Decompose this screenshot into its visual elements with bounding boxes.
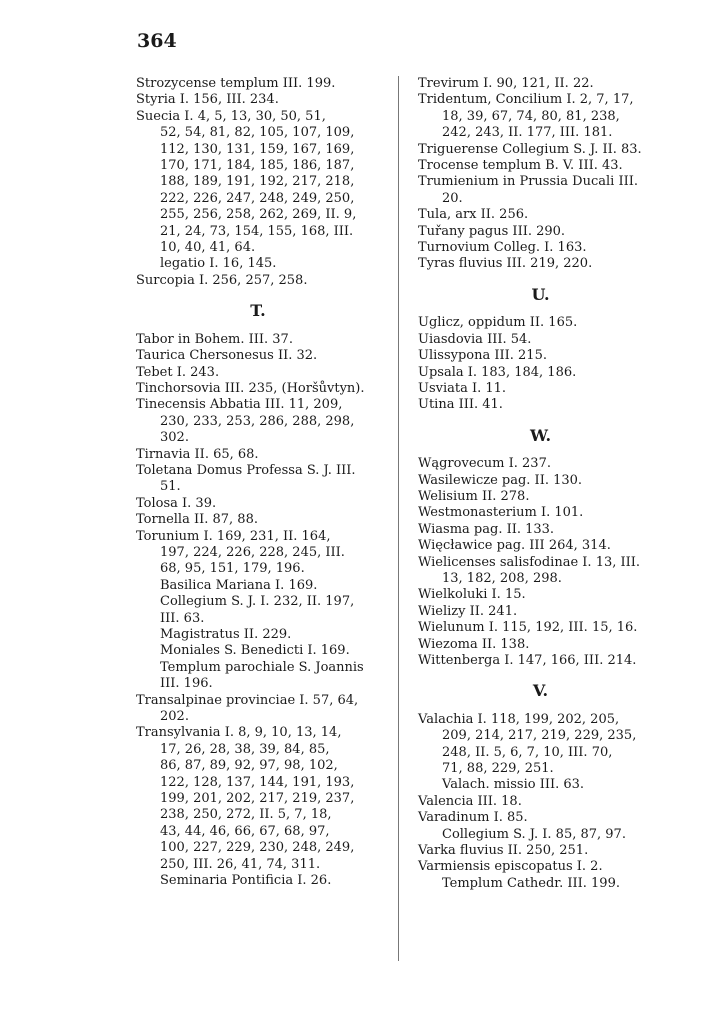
index-entry-line: 197, 224, 226, 228, 245, III. — [160, 544, 345, 560]
entries-s — [136, 76, 380, 289]
index-entry — [418, 712, 663, 778]
index-entry-line: Usviata I. 11. — [418, 380, 507, 396]
index-entry-line: Collegium S. J. I. 232, II. 197, — [160, 594, 355, 610]
index-entry-line: 248, II. 5, 6, 7, 10, III. 70, — [442, 744, 613, 760]
index-entry — [418, 538, 663, 554]
index-entry-line: 51. — [160, 479, 181, 495]
index-entry-line: Valach. missio III. 63. — [442, 777, 585, 793]
index-entry-line: 242, 243, II. 177, III. 181. — [442, 125, 613, 141]
index-entry — [418, 381, 663, 397]
index-entry-line: 122, 128, 137, 144, 191, 193, — [160, 774, 355, 790]
index-entry — [418, 365, 663, 381]
index-entry-line: 68, 95, 151, 179, 196. — [160, 561, 305, 577]
index-entry-line: Trocense templum B. V. III. 43. — [418, 158, 623, 174]
index-entry-line: 255, 256, 258, 262, 269, II. 9, — [160, 207, 357, 223]
index-entry — [136, 512, 380, 528]
index-entry — [418, 315, 663, 331]
index-entry-line: 199, 201, 202, 217, 219, 237, — [160, 791, 355, 807]
index-entry-line: Welisium II. 278. — [418, 488, 530, 504]
index-entry — [136, 397, 380, 446]
index-entry — [418, 637, 663, 653]
index-entry — [418, 587, 663, 603]
index-entry — [418, 555, 663, 588]
entries-w — [418, 456, 663, 669]
index-subentry — [418, 876, 663, 892]
index-entry-line: 230, 233, 253, 286, 288, 298, — [160, 413, 355, 429]
index-entry-line: 209, 214, 217, 219, 229, 235, — [442, 728, 637, 744]
index-entry-line: Varka fluvius II. 250, 251. — [418, 843, 589, 859]
index-entry — [418, 142, 663, 158]
index-entry — [136, 273, 380, 289]
index-entry-line: 170, 171, 184, 185, 186, 187, — [160, 158, 355, 174]
index-entry — [418, 489, 663, 505]
index-entry-line: Tula, arx II. 256. — [418, 207, 529, 223]
index-entry-line: Transalpinae provinciae I. 57, 64, — [136, 692, 359, 708]
index-entry-line: 13, 182, 208, 298. — [442, 570, 562, 586]
index-entry-line: III. 196. — [160, 676, 213, 692]
index-entry-line: Wągrovecum I. 237. — [418, 456, 551, 472]
index-entry-line: 100, 227, 229, 230, 248, 249, — [160, 840, 355, 856]
index-subentry — [136, 256, 380, 272]
index-entry-line: 250, III. 26, 41, 74, 311. — [160, 856, 321, 872]
index-column-right — [418, 76, 663, 892]
index-entry-line: Trevirum I. 90, 121, II. 22. — [418, 76, 594, 91]
entries-u — [418, 315, 663, 413]
index-entry-line: 112, 130, 131, 159, 167, 169, — [160, 141, 355, 157]
index-subentry — [136, 660, 380, 693]
column-divider — [398, 76, 399, 961]
index-entry-line: Upsala I. 183, 184, 186. — [418, 364, 577, 380]
entries-t-continued — [418, 76, 663, 273]
index-entry-line: Varadinum I. 85. — [418, 810, 528, 826]
index-entry — [418, 653, 663, 669]
index-entry — [418, 522, 663, 538]
index-entry — [418, 332, 663, 348]
index-entry-line: 202. — [160, 709, 189, 725]
index-subentry — [136, 873, 380, 889]
index-entry — [418, 794, 663, 810]
index-entry-line: Trumienium in Prussia Ducali III. — [418, 174, 638, 190]
index-entry-line: Tinchorsovia III. 235, (Horšůvtyn). — [136, 380, 365, 396]
index-entry-line: Surcopia I. 256, 257, 258. — [136, 272, 308, 288]
index-entry-line: Tinecensis Abbatia III. 11, 209, — [136, 397, 343, 413]
index-entry-line: Turnovium Colleg. I. 163. — [418, 240, 587, 256]
section-heading-w: W. — [529, 425, 552, 445]
index-entry — [136, 109, 380, 257]
index-subentry — [136, 643, 380, 659]
index-entry — [418, 207, 663, 223]
index-entry-line: Uiasdovia III. 54. — [418, 331, 532, 347]
index-entry-line: III. 63. — [160, 610, 205, 626]
index-entry-line: 302. — [160, 430, 189, 446]
index-entry-line: Wielizy II. 241. — [418, 603, 518, 619]
index-entry — [418, 174, 663, 207]
index-entry-line: Tridentum, Concilium I. 2, 7, 17, — [418, 92, 634, 108]
entries-v — [418, 712, 663, 892]
index-entry — [418, 397, 663, 413]
index-entry — [418, 224, 663, 240]
index-entry-line: 71, 88, 229, 251. — [442, 761, 554, 777]
index-subentry — [418, 777, 663, 793]
index-entry — [136, 332, 380, 348]
index-entry-line: Varmiensis episcopatus I. 2. — [418, 859, 603, 875]
index-entry-line: Wasilewicze pag. II. 130. — [418, 472, 583, 488]
index-entry — [418, 92, 663, 141]
index-entry — [136, 529, 380, 578]
index-entry-line: Wielicenses salisfodinae I. 13, III. — [418, 554, 641, 570]
index-entry-line: 43, 44, 46, 66, 67, 68, 97, — [160, 823, 330, 839]
index-entry-line: 222, 226, 247, 248, 249, 250, — [160, 190, 355, 206]
index-entry — [136, 365, 380, 381]
index-entry-line: Tebet I. 243. — [136, 364, 220, 380]
page-number: 364 — [137, 30, 177, 52]
index-entry-line: 52, 54, 81, 82, 105, 107, 109, — [160, 125, 355, 141]
index-entry — [418, 158, 663, 174]
index-entry — [136, 693, 380, 726]
entries-t — [136, 332, 380, 890]
index-entry-line: Transylvania I. 8, 9, 10, 13, 14, — [136, 725, 342, 741]
index-entry-line: Więcławice pag. III 264, 314. — [418, 538, 611, 554]
section-heading-v: V. — [532, 681, 549, 701]
index-entry-line: legatio I. 16, 145. — [160, 256, 277, 272]
index-entry-line: 20. — [442, 190, 463, 206]
index-entry-line: Suecia I. 4, 5, 13, 30, 50, 51, — [136, 108, 326, 124]
index-entry — [136, 463, 380, 496]
index-entry-line: Ulissypona III. 215. — [418, 348, 547, 364]
index-entry — [418, 604, 663, 620]
index-subentry — [136, 594, 380, 627]
index-entry-line: Styria I. 156, III. 234. — [136, 92, 279, 108]
index-entry-line: 188, 189, 191, 192, 217, 218, — [160, 174, 355, 190]
index-entry-line: Valachia I. 118, 199, 202, 205, — [418, 711, 620, 727]
index-entry — [418, 76, 663, 92]
index-entry — [418, 456, 663, 472]
index-entry-line: Tornella II. 87, 88. — [136, 512, 258, 528]
index-entry-line: Strozycense templum III. 199. — [136, 76, 336, 91]
index-entry — [418, 843, 663, 859]
index-entry — [418, 473, 663, 489]
index-column-left — [136, 76, 380, 890]
index-entry — [418, 348, 663, 364]
index-entry-line: Templum Cathedr. III. 199. — [442, 875, 620, 891]
index-entry-line: 86, 87, 89, 92, 97, 98, 102, — [160, 758, 338, 774]
index-subentry — [136, 578, 380, 594]
index-entry-line: 21, 24, 73, 154, 155, 168, III. — [160, 223, 354, 239]
index-entry-line: 238, 250, 272, II. 5, 7, 18, — [160, 807, 332, 823]
index-entry-line: Taurica Chersonesus II. 32. — [136, 348, 318, 364]
index-entry-line: 18, 39, 67, 74, 80, 81, 238, — [442, 108, 620, 124]
index-entry-line: Wielunum I. 115, 192, III. 15, 16. — [418, 620, 638, 636]
index-entry-line: Tyras fluvius III. 219, 220. — [418, 256, 593, 272]
section-heading-t: T. — [250, 301, 266, 321]
index-entry — [418, 256, 663, 272]
index-subentry — [136, 627, 380, 643]
index-entry-line: 17, 26, 28, 38, 39, 84, 85, — [160, 741, 330, 757]
index-entry-line: 10, 40, 41, 64. — [160, 240, 256, 256]
index-entry-line: Moniales S. Benedicti I. 169. — [160, 643, 350, 659]
index-entry-line: Collegium S. J. I. 85, 87, 97. — [442, 826, 626, 842]
index-entry-line: Torunium I. 169, 231, II. 164, — [136, 528, 331, 544]
index-entry-line: Triguerense Collegium S. J. II. 83. — [418, 141, 642, 157]
index-entry-line: Magistratus II. 229. — [160, 627, 292, 642]
index-entry-line: Toletana Domus Professa S. J. III. — [136, 462, 356, 478]
index-entry-line: Wielkoluki I. 15. — [418, 587, 526, 603]
index-entry — [418, 620, 663, 636]
index-entry-line: Tirnavia II. 65, 68. — [136, 446, 259, 462]
index-entry-line: Uglicz, oppidum II. 165. — [418, 315, 578, 331]
index-entry-line: Seminaria Pontificia I. 26. — [160, 873, 332, 889]
index-entry-line: Templum parochiale S. Joannis — [160, 659, 364, 675]
index-entry — [136, 496, 380, 512]
section-heading-u: U. — [531, 284, 550, 304]
index-entry-line: Wittenberga I. 147, 166, III. 214. — [418, 653, 637, 668]
index-entry-line: Tolosa I. 39. — [136, 495, 217, 511]
index-entry — [418, 240, 663, 256]
index-entry — [136, 76, 380, 92]
index-entry — [418, 810, 663, 826]
index-entry — [418, 859, 663, 875]
index-entry — [136, 725, 380, 873]
index-entry-line: Tabor in Bohem. III. 37. — [136, 331, 293, 347]
index-entry-line: Wiezoma II. 138. — [418, 636, 530, 652]
index-entry-line: Wiasma pag. II. 133. — [418, 521, 555, 537]
index-entry-line: Tuřany pagus III. 290. — [418, 223, 566, 239]
index-subentry — [418, 827, 663, 843]
index-entry — [136, 447, 380, 463]
index-entry-line: Utina III. 41. — [418, 397, 503, 413]
index-entry — [136, 381, 380, 397]
index-entry-line: Valencia III. 18. — [418, 793, 522, 809]
index-entry — [136, 348, 380, 364]
index-entry — [136, 92, 380, 108]
index-entry — [418, 505, 663, 521]
index-entry-line: Westmonasterium I. 101. — [418, 505, 584, 521]
index-entry-line: Basilica Mariana I. 169. — [160, 577, 318, 593]
